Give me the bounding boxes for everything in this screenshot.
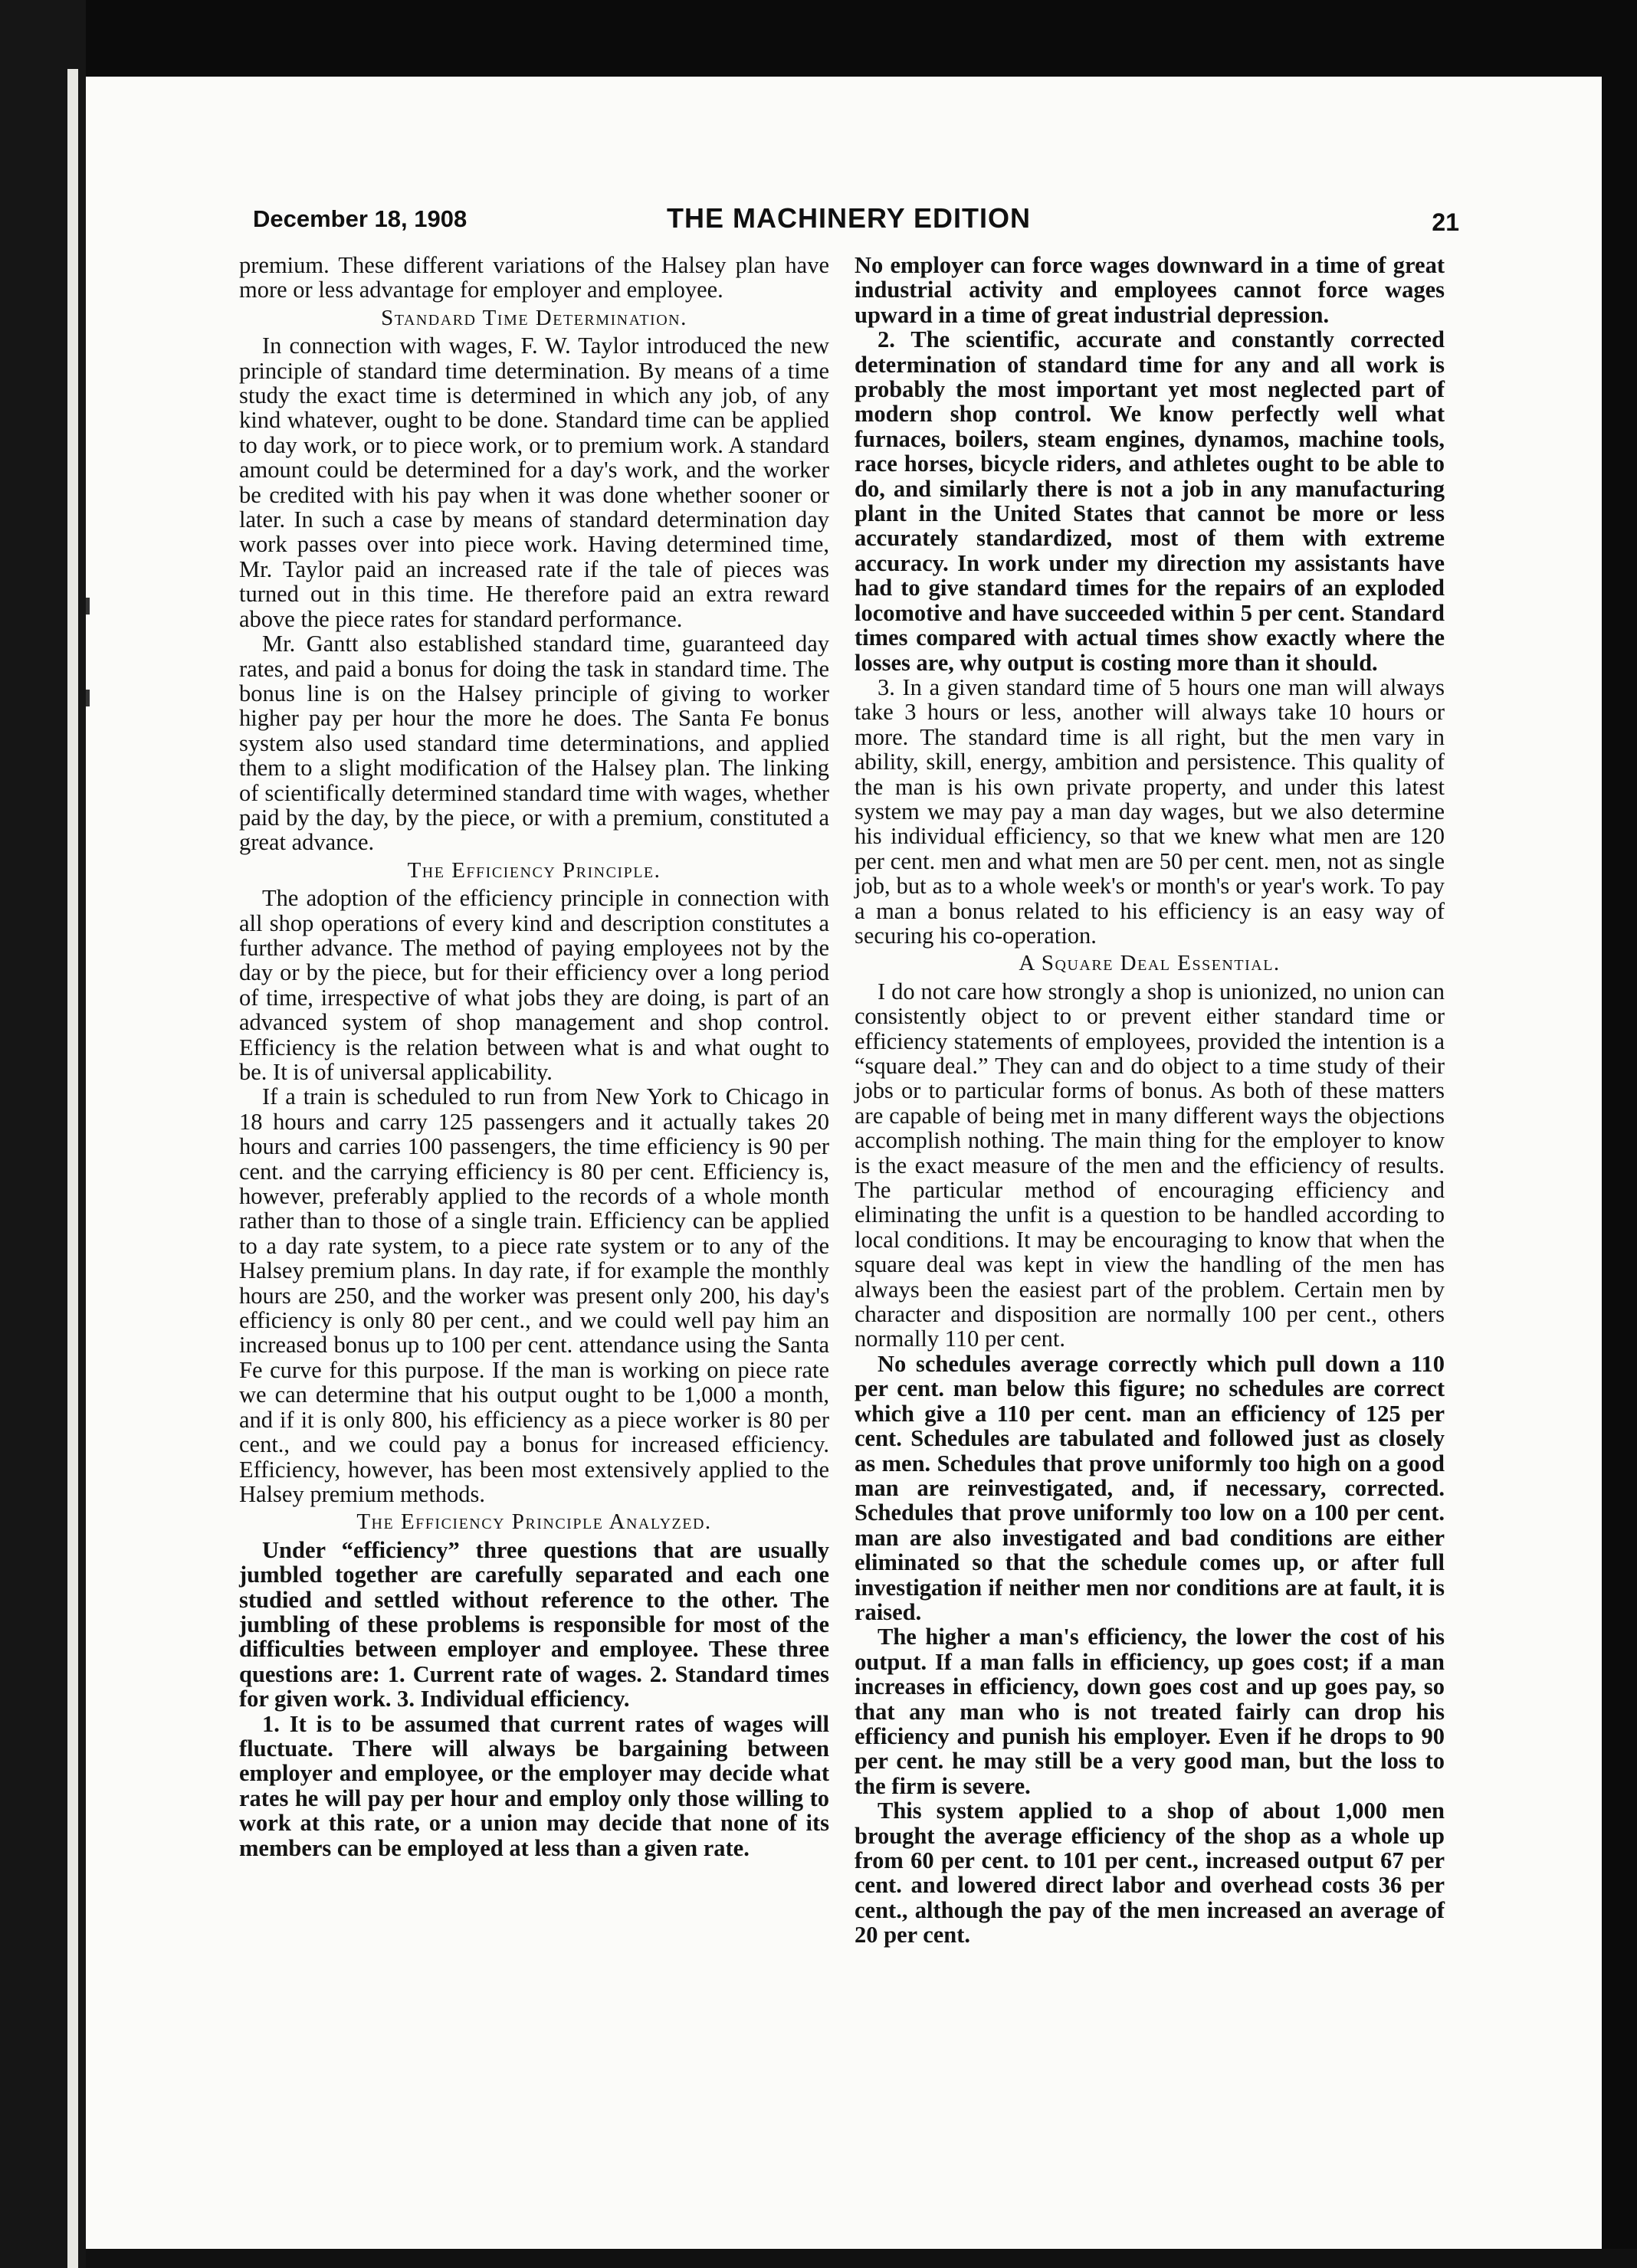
scan-speck [86,690,90,706]
facing-page-edge [67,69,78,2268]
paragraph: 1. It is to be assumed that current rates of wages will fluctuate. There will always be bargaining between employer and employee, or the employer may decide what rates he will pay per hour and employ only those willing to work at this rate, or a union may decide that none of its members can be employed at less than a given rate. [239,1710,829,1861]
section-heading: A Square Deal Essential. [1019,951,1281,976]
paragraph: Under “efficiency” three questions that are usually jumbled together are carefully separated and each one studied and settled without reference to the other. The jumbling of these problems is responsible for most of the difficulties between employer and employee. These three questions are: 1. Current rate of wages. 2. Standard times for given work. 3. Individual efficiency. [239,1536,829,1712]
paragraph: In connection with wages, F. W. Taylor introduced the new principle of standard time determination. By means of a time study the exact time is determined in which any job, of any kind whatever, ought to be done. Standard time can be applied to day work, or to piece work, or to premium work. A standard amount could be determined for a day's work, and the worker be credited with his pay when it was done whether sooner or later. In such a case by means of standard determination day work passes over into piece work. Having determined time, Mr. Taylor paid an increased rate if the tale of pieces was turned out in this time. He therefore paid an extra reward above the piece rates for standard performance. [239,333,829,632]
paragraph: premium. These different variations of the Halsey plan have more or less advantage for employer and employee. [239,252,829,303]
right-column [855,253,1445,2038]
paragraph: I do not care how strongly a shop is unionized, no union can consistently object to or prevent either standard time or efficiency statements of employees, provided the intention is a “square deal.” They can and do object to a time study of their jobs or to particular forms of bonus. As both of these matters are capable of being met in many different ways the objections accomplish nothing. The main thing for the employer to know is the exact measure of the men and the efficiency of results. The particular method of encouraging efficiency and eliminating the unfit is a question to be handled according to local conditions. It may be encouraging to know that when the square deal was kept in view the handling of the men has always been the easiest part of the problem. Certain men by character and disposition are normally 100 per cent., others normally 110 per cent. [855,978,1445,1352]
paragraph: No employer can force wages downward in a time of great industrial activity and employees cannot force wages upward in a time of great industrial depression. [855,252,1445,328]
paragraph: This system applied to a shop of about 1,000 men brought the average efficiency of the shop as a whole up from 60 per cent. to 101 per cent., increased output 67 per cent. and lowered direct labor and overhead costs 36 per cent., although the pay of the men increased an average of 20 per cent. [855,1798,1445,1948]
book-gutter [0,0,86,2268]
page-number: 21 [1432,208,1459,236]
left-column [239,253,829,2038]
paragraph: No schedules average correctly which pull down a 110 per cent. man below this figure; no schedules are correct which give a 110 per cent. man an efficiency of 125 per cent. Schedules are tabulated and followed just as closely as men. Schedules that prove uniformly too high on a good man are reinvestigated, and, if necessary, corrected. Schedules that prove uniformly too low on a 100 per cent. man are also investigated and bad conditions are either eliminated so that the schedule comes up, or after full investigation if neither men nor conditions are at fault, it is raised. [855,1350,1445,1625]
paragraph: The higher a man's efficiency, the lower the cost of his output. If a man falls in efficiency, up goes cost; if a man increases in efficiency, down goes cost and up goes pay, so that any man who is not treated fairly can drop his efficiency and punish his employer. Even if he drops to 90 per cent. he may still be a very good man, but the loss to the firm is severe. [855,1624,1445,1799]
running-header [253,202,1459,244]
section-heading: The Efficiency Principle Analyzed. [356,1509,712,1535]
header-title: THE MACHINERY EDITION [667,202,1032,234]
scan-speck [86,598,90,615]
section-heading: The Efficiency Principle. [407,857,661,883]
scan-bottom-edge [86,2249,1637,2268]
paragraph: Mr. Gantt also established standard time, guaranteed day rates, and paid a bonus for doing the task in standard time. The bonus line is on the Halsey principle of giving to worker higher pay per hour the more he does. The Santa Fe bonus system also used standard time determinations, and applied them to a slight modification of the Halsey plan. The linking of scientifically determined standard time with wages, whether paid by the day, by the piece, or with a premium, constituted a great advance. [239,631,829,856]
header-date: December 18, 1908 [253,205,467,232]
section-heading: Standard Time Determination. [381,305,687,330]
paragraph: 2. The scientific, accurate and constantly corrected determination of standard time for any and all work is probably the most important yet most neglected part of modern shop control. We know perfectly well what furnaces, boilers, steam engines, dynamos, machine tools, race horses, bicycle riders, and athletes ought to be able to do, and similarly there is not a job in any manufacturing plant in the United States that cannot be more or less accurately standardized, most of them with extreme accuracy. In work under my direction my assistants have had to give standard times for the repairs of an exploded locomotive and have succeeded within 5 per cent. Standard times compared with actual times show exactly where the losses are, why output is costing more than it should. [855,326,1445,676]
paragraph: The adoption of the efficiency principle in connection with all shop operations of every kind and description constitutes a further advance. The method of paying employees not by the day or by the piece, but for their efficiency over a long period of time, irrespective of what jobs they are doing, is part of an advanced system of shop management and shop control. Efficiency is the relation between what is and what ought to be. It is of universal applicability. [239,885,829,1085]
paragraph: If a train is scheduled to run from New York to Chicago in 18 hours and carry 125 passengers and it actually takes 20 hours and carries 100 passengers, the time efficiency is 90 per cent. and the carrying efficiency is 80 per cent. Efficiency is, however, preferably applied to the records of a whole month rather than to those of a single train. Efficiency can be applied to a day rate system, to a piece rate system or to any of the Halsey premium plans. In day rate, if for example the monthly hours are 250, and the worker was present only 200, his day's efficiency is only 80 per cent., and we could well pay him an increased bonus up to 100 per cent. attendance using the Santa Fe curve for this purpose. If the man is working on piece rate we can determine that his output ought to be 1,000 a month, and if it is only 800, his efficiency as a piece worker is 80 per cent., and we could pay a bonus for increased efficiency. Efficiency, however, has been most extensively applied to the Halsey premium methods. [239,1083,829,1507]
paragraph: 3. In a given standard time of 5 hours one man will always take 3 hours or less, another will always take 10 hours or more. The standard time is all right, but the men vary in ability, skill, energy, ambition and persistence. This quality of the man is his own private property, and under this latest system we may pay a man day wages, but we also determine his individual efficiency, so that we knew what men are 120 per cent. men and what men are 50 per cent. men, not as single job, but as to a whole week's or month's or year's work. To pay a man a bonus related to his efficiency is an easy way of securing his co-operation. [855,674,1445,949]
